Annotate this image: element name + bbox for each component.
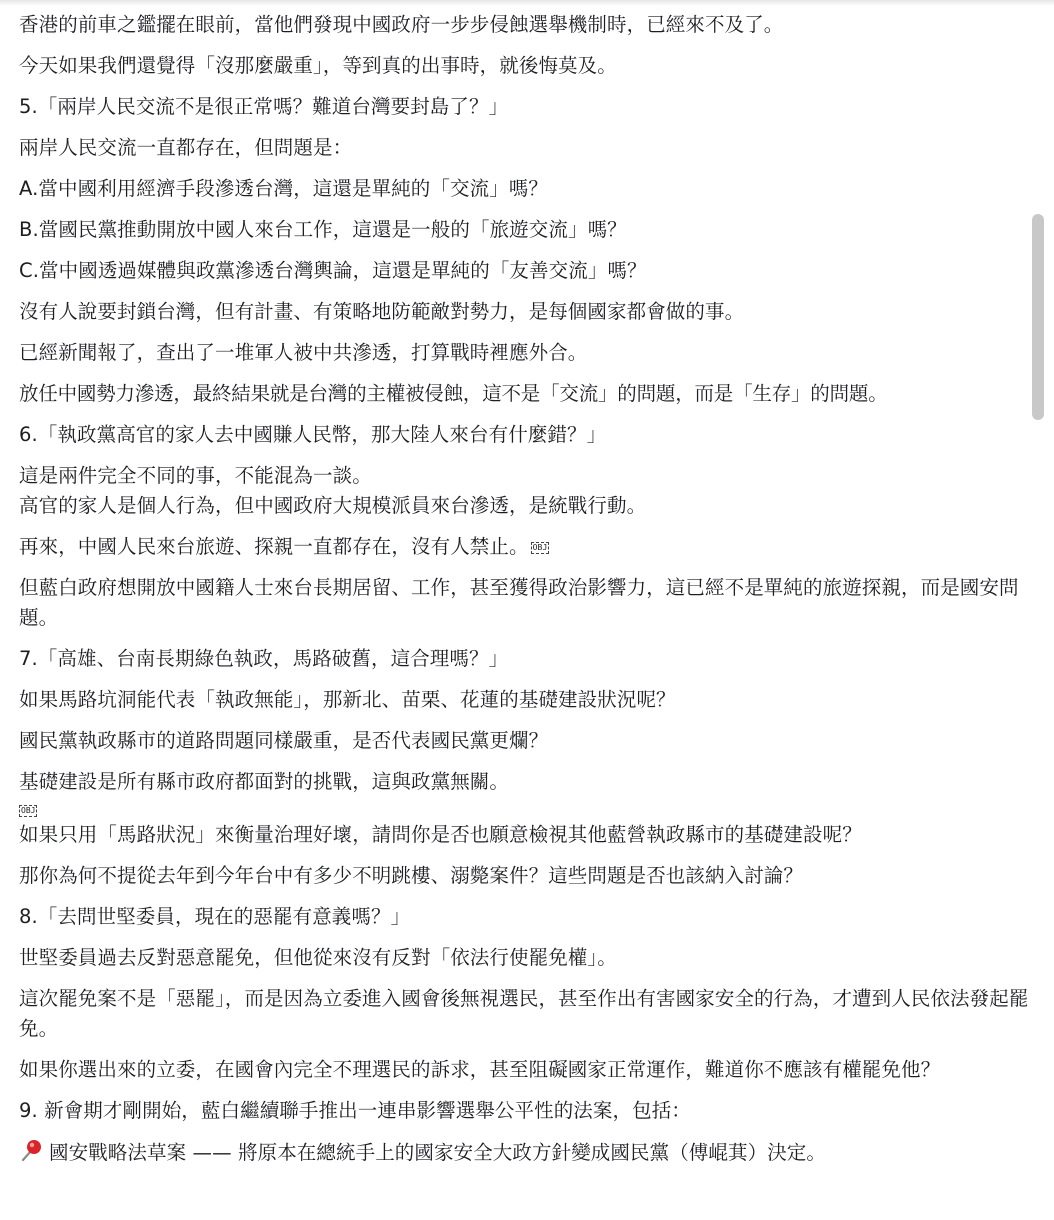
post-paragraph: 已經新聞報了，查出了一堆軍人被中共滲透，打算戰時裡應外合。	[19, 341, 588, 364]
object-replacement-icon: OBJ	[21, 805, 36, 815]
post-body	[19, 10, 1031, 1179]
section-heading-8: 8.「去問世堅委員，現在的惡罷有意義嗎？」	[19, 905, 411, 928]
round-pushpin-icon	[19, 1137, 45, 1163]
post-paragraph: 兩岸人民交流一直都存在，但問題是：	[19, 136, 353, 159]
section-heading-7: 7.「高雄、台南長期綠色執政，馬路破舊，這合理嗎？」	[19, 647, 509, 670]
post-paragraph: 但藍白政府想開放中國籍人士來台長期居留、工作，甚至獲得政治影響力，這已經不是單純的旅遊探親，而是國安問題。	[19, 576, 1019, 629]
list-item-c: C.當中國透過媒體與政黨滲透台灣輿論，這還是單純的「友善交流」嗎？	[19, 259, 647, 282]
section-heading-5: 5.「兩岸人民交流不是很正常嗎？難道台灣要封島了？」	[19, 95, 509, 118]
object-replacement-row	[19, 800, 1031, 818]
post-paragraph: 今天如果我們還覺得「沒那麼嚴重」，等到真的出事時，就後悔莫及。	[19, 54, 617, 77]
section-heading-6: 6.「執政黨高官的家人去中國賺人民幣，那大陸人來台有什麼錯？」	[19, 423, 607, 446]
vertical-scrollbar[interactable]	[1032, 214, 1044, 420]
post-paragraph: 如果只用「馬路狀況」來衡量治理好壞，請問你是否也願意檢視其他藍營執政縣市的基礎建設呢？	[19, 823, 862, 846]
object-replacement-icon: OBJ	[532, 542, 548, 552]
list-item-b: B.當國民黨推動開放中國人來台工作，這還是一般的「旅遊交流」嗎？	[19, 218, 627, 241]
post-paragraph-text: 再來，中國人民來台旅遊、探親一直都存在，沒有人禁止。	[19, 535, 529, 558]
post-paragraph	[19, 532, 1031, 562]
post-paragraph: 香港的前車之鑑擺在眼前，當他們發現中國政府一步步侵蝕選舉機制時，已經來不及了。	[19, 13, 784, 36]
post-paragraph: 那你為何不提從去年到今年台中有多少不明跳樓、溺斃案件？這些問題是否也該納入討論？	[19, 864, 804, 887]
post-paragraph: 高官的家人是個人行為，但中國政府大規模派員來台滲透，是統戰行動。	[19, 494, 647, 517]
post-paragraph: 這次罷免案不是「惡罷」，而是因為立委進入國會後無視選民，甚至作出有害國家安全的行為，才遭到人民依法發起罷免。	[19, 987, 1029, 1040]
pinned-list-item-text: 國安戰略法草案 —— 將原本在總統手上的國家安全大政方針變成國民黨（傅崐萁）決定。	[49, 1141, 826, 1164]
post-paragraph: 基礎建設是所有縣市政府都面對的挑戰，這與政黨無關。	[19, 770, 510, 793]
section-heading-9: 9. 新會期才剛開始，藍白繼續聯手推出一連串影響選舉公平性的法案，包括：	[19, 1099, 691, 1122]
post-paragraph: 國民黨執政縣市的道路問題同樣嚴重，是否代表國民黨更爛？	[19, 729, 549, 752]
top-divider	[0, 0, 1054, 6]
list-item-a: A.當中國利用經濟手段滲透台灣，這還是單純的「交流」嗎？	[19, 177, 548, 200]
post-paragraph: 如果你選出來的立委，在國會內完全不理選民的訴求，甚至阻礙國家正常運作，難道你不應該有權罷免他？	[19, 1058, 941, 1081]
post-paragraph: 這是兩件完全不同的事，不能混為一談。	[19, 464, 372, 487]
post-paragraph: 放任中國勢力滲透，最終結果就是台灣的主權被侵蝕，這不是「交流」的問題，而是「生存」的問題。	[19, 382, 888, 405]
pinned-list-item	[19, 1137, 1031, 1168]
post-paragraph: 世堅委員過去反對惡意罷免，但他從來沒有反對「依法行使罷免權」。	[19, 946, 617, 969]
post-paragraph: 如果馬路坑洞能代表「執政無能」，那新北、苗栗、花蓮的基礎建設狀況呢？	[19, 688, 676, 711]
post-paragraph: 沒有人說要封鎖台灣，但有計畫、有策略地防範敵對勢力，是每個國家都會做的事。	[19, 300, 745, 323]
